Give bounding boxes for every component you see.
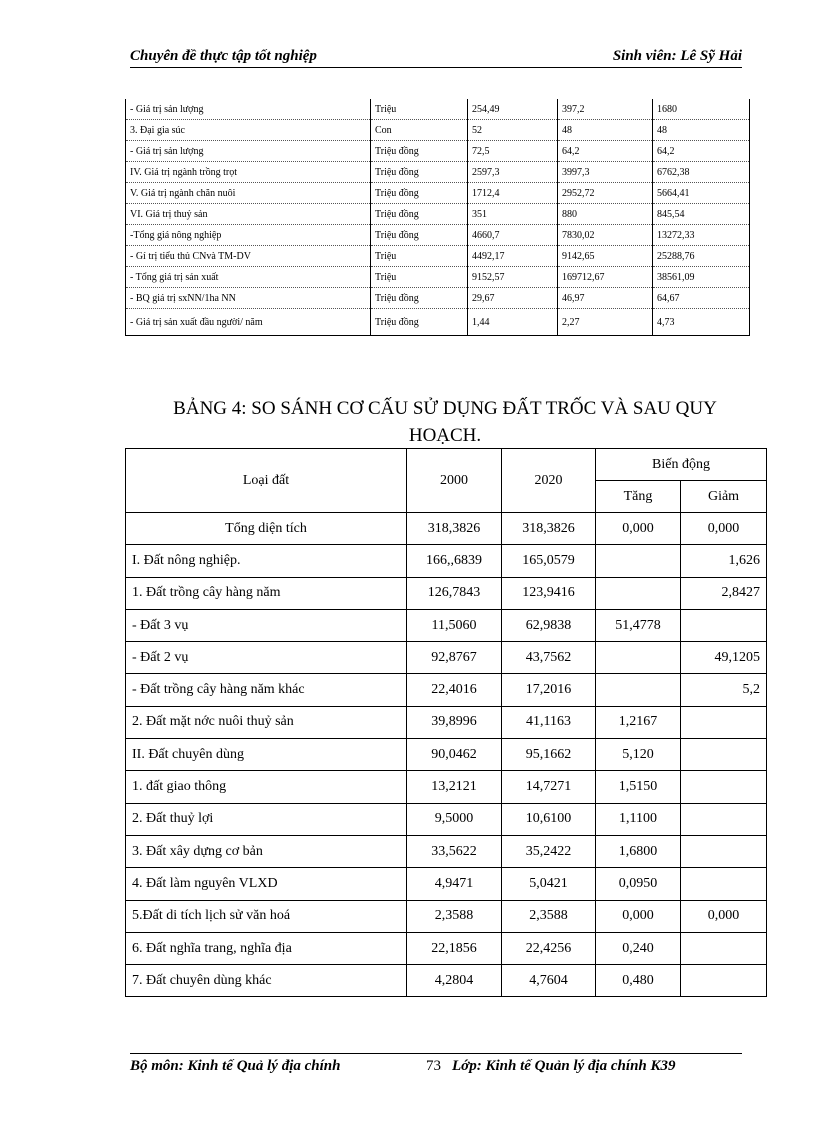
value-cell: 62,9838 bbox=[502, 609, 596, 641]
value-cell: 13,2121 bbox=[407, 771, 502, 803]
table-cell: 52 bbox=[468, 120, 558, 141]
header-year-2020: 2020 bbox=[502, 449, 596, 513]
table-cell: 397,2 bbox=[558, 99, 653, 120]
value-cell: 22,4256 bbox=[502, 932, 596, 964]
table-cell: 254,49 bbox=[468, 99, 558, 120]
value-cell bbox=[596, 577, 681, 609]
table-cell: Triệu đồng bbox=[371, 183, 468, 204]
table-row bbox=[126, 204, 750, 225]
value-cell: 5,120 bbox=[596, 739, 681, 771]
table-cell: Triệu đồng bbox=[371, 204, 468, 225]
value-cell: 9,5000 bbox=[407, 803, 502, 835]
title-line-2: HOẠCH. bbox=[408, 425, 482, 446]
table-cell: 48 bbox=[558, 120, 653, 141]
value-cell: 1,6800 bbox=[596, 835, 681, 867]
value-cell bbox=[681, 868, 767, 900]
table-cell: 5664,41 bbox=[653, 183, 750, 204]
table-cell: 9152,57 bbox=[468, 267, 558, 288]
table-title bbox=[125, 395, 765, 449]
header-left: Chuyên đề thực tập tốt nghiệp bbox=[130, 48, 317, 64]
table-row bbox=[126, 739, 767, 771]
land-type-cell: 7. Đất chuyên dùng khác bbox=[126, 965, 407, 997]
value-cell: 0,480 bbox=[596, 965, 681, 997]
land-type-cell: - Đất 2 vụ bbox=[126, 642, 407, 674]
value-cell: 10,6100 bbox=[502, 803, 596, 835]
value-cell bbox=[681, 965, 767, 997]
value-cell bbox=[596, 674, 681, 706]
table-cell: 4660,7 bbox=[468, 225, 558, 246]
land-type-cell: - Đất 3 vụ bbox=[126, 609, 407, 641]
table-cell: 72,5 bbox=[468, 141, 558, 162]
table-cell: 2,27 bbox=[558, 309, 653, 336]
land-type-cell: - Đất trồng cây hàng năm khác bbox=[126, 674, 407, 706]
value-cell: 4,9471 bbox=[407, 868, 502, 900]
table-cell: 1712,4 bbox=[468, 183, 558, 204]
table-cell: 25288,76 bbox=[653, 246, 750, 267]
value-cell bbox=[681, 835, 767, 867]
table-cell: - Gí trị tiểu thủ CNvà TM-DV bbox=[126, 246, 371, 267]
value-cell: 14,7271 bbox=[502, 771, 596, 803]
table-cell: 48 bbox=[653, 120, 750, 141]
table-cell: 1,44 bbox=[468, 309, 558, 336]
header-increase: Tăng bbox=[596, 481, 681, 513]
value-cell: 95,1662 bbox=[502, 739, 596, 771]
value-cell: 2,8427 bbox=[681, 577, 767, 609]
table-cell: Triệu bbox=[371, 267, 468, 288]
table-row bbox=[126, 803, 767, 835]
table-cell: IV. Giá trị ngành trồng trọt bbox=[126, 162, 371, 183]
table-cell: Triệu đồng bbox=[371, 288, 468, 309]
table-cell: - Giá trị sản lượng bbox=[126, 99, 371, 120]
value-cell: 22,4016 bbox=[407, 674, 502, 706]
page-footer bbox=[130, 1058, 742, 1080]
table-row bbox=[126, 246, 750, 267]
table-cell: - Giá trị sản xuất đầu người/ năm bbox=[126, 309, 371, 336]
land-type-cell: 1. Đất trồng cây hàng năm bbox=[126, 577, 407, 609]
value-cell: 1,5150 bbox=[596, 771, 681, 803]
title-line-1: BẢNG 4: SO SÁNH CƠ CẤU SỬ DỤNG ĐẤT TRỐC VÀ SAU QUY bbox=[173, 398, 717, 419]
table-cell: 13272,33 bbox=[653, 225, 750, 246]
value-cell bbox=[681, 609, 767, 641]
table-cell: 880 bbox=[558, 204, 653, 225]
header-decrease: Giảm bbox=[681, 481, 767, 513]
table-row bbox=[126, 868, 767, 900]
table-row bbox=[126, 900, 767, 932]
header-change: Biến động bbox=[596, 449, 767, 481]
value-cell: 17,2016 bbox=[502, 674, 596, 706]
continued-table bbox=[125, 99, 750, 336]
table-row bbox=[126, 141, 750, 162]
table-cell: V. Giá trị ngành chăn nuôi bbox=[126, 183, 371, 204]
table-row bbox=[126, 674, 767, 706]
table-row bbox=[126, 642, 767, 674]
land-type-cell: 5.Đất di tích lịch sử văn hoá bbox=[126, 900, 407, 932]
value-cell: 166,,6839 bbox=[407, 545, 502, 577]
value-cell: 0,000 bbox=[596, 513, 681, 545]
table-cell: 4,73 bbox=[653, 309, 750, 336]
table-row bbox=[126, 932, 767, 964]
table-cell: - Tổng giá trị sản xuất bbox=[126, 267, 371, 288]
table-cell: -Tổng giá nông nghiệp bbox=[126, 225, 371, 246]
table-cell: VI. Giá trị thuỷ sản bbox=[126, 204, 371, 225]
value-cell: 1,626 bbox=[681, 545, 767, 577]
header-year-2000: 2000 bbox=[407, 449, 502, 513]
land-type-cell: Tổng diện tích bbox=[126, 513, 407, 545]
value-cell: 5,0421 bbox=[502, 868, 596, 900]
value-cell bbox=[681, 803, 767, 835]
value-cell: 43,7562 bbox=[502, 642, 596, 674]
table-row bbox=[126, 99, 750, 120]
value-cell: 11,5060 bbox=[407, 609, 502, 641]
value-cell: 33,5622 bbox=[407, 835, 502, 867]
value-cell bbox=[596, 642, 681, 674]
table-cell: Triệu bbox=[371, 99, 468, 120]
table-cell: 29,67 bbox=[468, 288, 558, 309]
value-cell: 126,7843 bbox=[407, 577, 502, 609]
value-cell: 2,3588 bbox=[502, 900, 596, 932]
header-right: Sinh viên: Lê Sỹ Hải bbox=[612, 48, 742, 64]
value-cell: 41,1163 bbox=[502, 706, 596, 738]
value-cell: 4,7604 bbox=[502, 965, 596, 997]
table-row bbox=[126, 288, 750, 309]
value-cell: 35,2422 bbox=[502, 835, 596, 867]
value-cell: 49,1205 bbox=[681, 642, 767, 674]
table-row bbox=[126, 545, 767, 577]
value-cell: 318,3826 bbox=[502, 513, 596, 545]
table-row bbox=[126, 309, 750, 336]
land-type-cell: 3. Đất xây dựng cơ bản bbox=[126, 835, 407, 867]
value-cell: 0,000 bbox=[681, 513, 767, 545]
value-cell: 5,2 bbox=[681, 674, 767, 706]
value-cell: 92,8767 bbox=[407, 642, 502, 674]
footer-divider bbox=[130, 1053, 742, 1054]
value-cell: 39,8996 bbox=[407, 706, 502, 738]
land-type-cell: 2. Đất mặt nớc nuôi thuỷ sản bbox=[126, 706, 407, 738]
page-number: 73 bbox=[426, 1058, 441, 1074]
land-use-table bbox=[125, 448, 767, 997]
value-cell bbox=[681, 932, 767, 964]
table-row bbox=[126, 609, 767, 641]
table-cell: 169712,67 bbox=[558, 267, 653, 288]
table-cell: 64,2 bbox=[558, 141, 653, 162]
table-cell: Triệu đồng bbox=[371, 225, 468, 246]
value-cell: 318,3826 bbox=[407, 513, 502, 545]
table-row bbox=[126, 162, 750, 183]
value-cell bbox=[681, 739, 767, 771]
table-row bbox=[126, 120, 750, 141]
table-cell: Triệu bbox=[371, 246, 468, 267]
footer-left: Bộ môn: Kinh tế Quả lý địa chính bbox=[130, 1058, 341, 1074]
header-land-type: Loại đất bbox=[126, 449, 407, 513]
table-cell: 38561,09 bbox=[653, 267, 750, 288]
table-cell: 1680 bbox=[653, 99, 750, 120]
value-cell bbox=[681, 706, 767, 738]
table-cell: 64,2 bbox=[653, 141, 750, 162]
value-cell: 1,1100 bbox=[596, 803, 681, 835]
table-cell: 845,54 bbox=[653, 204, 750, 225]
value-cell: 1,2167 bbox=[596, 706, 681, 738]
land-type-cell: I. Đất nông nghiệp. bbox=[126, 545, 407, 577]
table-cell: Con bbox=[371, 120, 468, 141]
table-row bbox=[126, 771, 767, 803]
table-row bbox=[126, 225, 750, 246]
table-cell: Triệu đồng bbox=[371, 162, 468, 183]
land-type-cell: 2. Đất thuỷ lợi bbox=[126, 803, 407, 835]
value-cell: 0,000 bbox=[596, 900, 681, 932]
table-cell: 3. Đại gia súc bbox=[126, 120, 371, 141]
value-cell bbox=[596, 545, 681, 577]
table-cell: 9142,65 bbox=[558, 246, 653, 267]
table-row bbox=[126, 835, 767, 867]
value-cell: 165,0579 bbox=[502, 545, 596, 577]
value-cell: 22,1856 bbox=[407, 932, 502, 964]
table-cell: 2952,72 bbox=[558, 183, 653, 204]
land-type-cell: 6. Đất nghĩa trang, nghĩa địa bbox=[126, 932, 407, 964]
table-cell: - BQ giá trị sxNN/1ha NN bbox=[126, 288, 371, 309]
table-cell: - Giá trị sản lượng bbox=[126, 141, 371, 162]
value-cell: 2,3588 bbox=[407, 900, 502, 932]
table-cell: 4492,17 bbox=[468, 246, 558, 267]
footer-right: Lớp: Kinh tế Quản lý địa chính K39 bbox=[452, 1058, 676, 1074]
table-cell: 64,67 bbox=[653, 288, 750, 309]
table-cell: 351 bbox=[468, 204, 558, 225]
table-cell: 2597,3 bbox=[468, 162, 558, 183]
land-type-cell: 4. Đất làm nguyên VLXD bbox=[126, 868, 407, 900]
header-divider bbox=[130, 67, 742, 68]
table-cell: 6762,38 bbox=[653, 162, 750, 183]
land-type-cell: 1. đất giao thông bbox=[126, 771, 407, 803]
table-cell: 46,97 bbox=[558, 288, 653, 309]
table-row bbox=[126, 183, 750, 204]
table-row bbox=[126, 513, 767, 545]
table-row bbox=[126, 577, 767, 609]
page-header bbox=[130, 48, 742, 68]
value-cell: 51,4778 bbox=[596, 609, 681, 641]
table-row bbox=[126, 706, 767, 738]
table-row bbox=[126, 267, 750, 288]
table-cell: 7830,02 bbox=[558, 225, 653, 246]
value-cell bbox=[681, 771, 767, 803]
value-cell: 0,240 bbox=[596, 932, 681, 964]
table-row bbox=[126, 965, 767, 997]
value-cell: 4,2804 bbox=[407, 965, 502, 997]
table-cell: Triệu đồng bbox=[371, 309, 468, 336]
value-cell: 123,9416 bbox=[502, 577, 596, 609]
value-cell: 90,0462 bbox=[407, 739, 502, 771]
value-cell: 0,000 bbox=[681, 900, 767, 932]
land-type-cell: II. Đất chuyên dùng bbox=[126, 739, 407, 771]
table-cell: Triệu đồng bbox=[371, 141, 468, 162]
table-cell: 3997,3 bbox=[558, 162, 653, 183]
value-cell: 0,0950 bbox=[596, 868, 681, 900]
